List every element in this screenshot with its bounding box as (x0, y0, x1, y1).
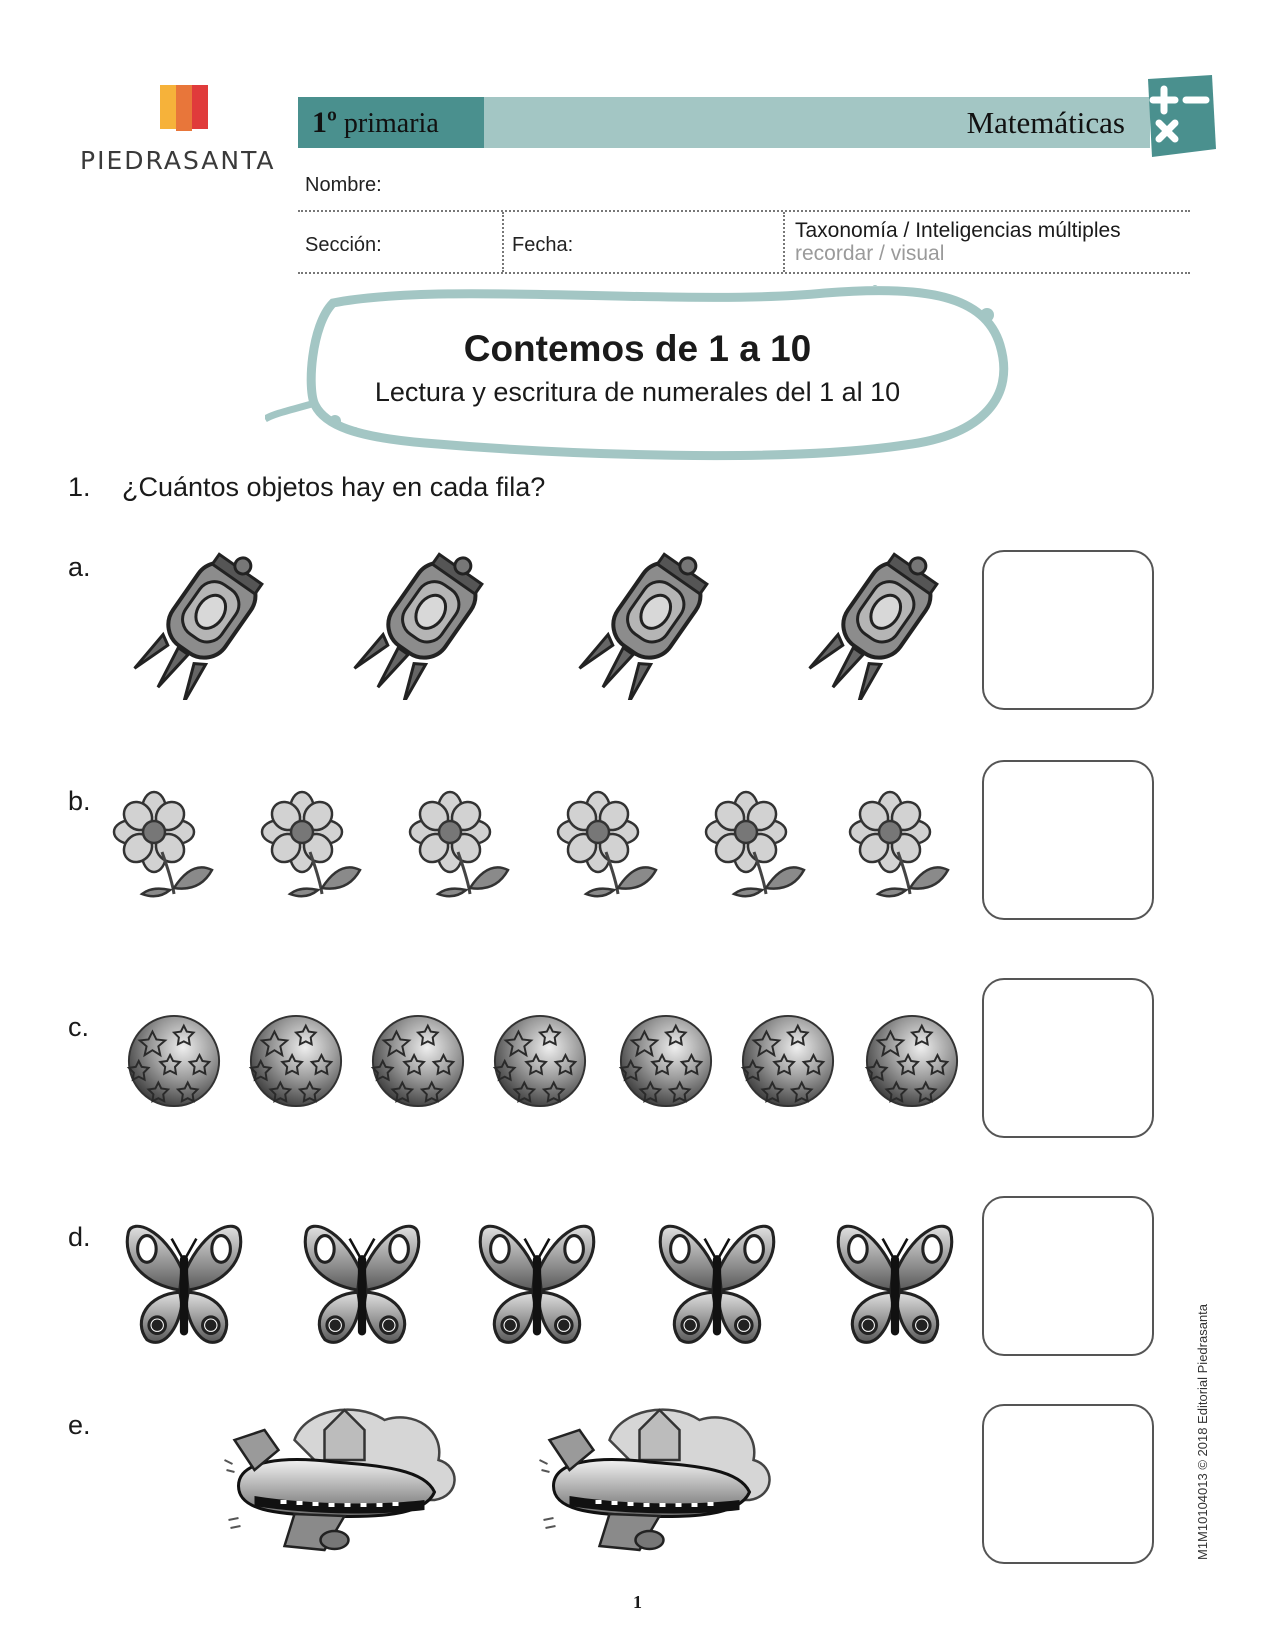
taxonomy-block (795, 219, 1121, 265)
flower-icon (112, 790, 222, 900)
ball-icon (739, 1012, 837, 1110)
divider-line (298, 272, 1190, 274)
worksheet-title: Contemos de 1 a 10 (463, 328, 812, 369)
logo-book-icon (158, 83, 210, 135)
row-letter-c: c. (68, 1012, 90, 1042)
row-letter-b: b. (68, 786, 91, 816)
airplane-icon (537, 1400, 782, 1560)
rocket-icon (335, 550, 495, 700)
section-field[interactable] (390, 220, 500, 264)
divider-line (298, 210, 1190, 212)
flower-icon (556, 790, 666, 900)
rocket-icon (560, 550, 720, 700)
row-letter-a: a. (68, 552, 91, 582)
divider-line (502, 212, 504, 272)
ball-icon (491, 1012, 589, 1110)
title-bubble (265, 285, 1020, 467)
grade-label (298, 97, 484, 148)
ball-icon (247, 1012, 345, 1110)
ball-icon (863, 1012, 961, 1110)
question-text: ¿Cuántos objetos hay en cada fila? (122, 472, 546, 502)
butterfly-icon (300, 1218, 424, 1352)
grade-number: 1º (312, 106, 337, 139)
date-field-label: Fecha: (512, 234, 574, 256)
name-field[interactable] (400, 170, 1190, 206)
answer-box-d[interactable] (982, 1196, 1154, 1356)
flower-icon (260, 790, 370, 900)
butterfly-icon (475, 1218, 599, 1352)
ball-icon (125, 1012, 223, 1110)
divider-line (783, 212, 785, 272)
butterfly-icon (655, 1218, 779, 1352)
taxonomy-label: Taxonomía / Inteligencias múltiples (795, 219, 1121, 242)
butterfly-icon (833, 1218, 957, 1352)
section-field-label: Sección: (305, 234, 382, 256)
copyright-note: M1M10104013 © 2018 Editorial Piedrasanta (1195, 1303, 1210, 1560)
math-operations-icon (1142, 75, 1218, 159)
ball-icon (369, 1012, 467, 1110)
row-letter-d: d. (68, 1222, 91, 1252)
flower-icon (848, 790, 958, 900)
subject-title: Matemáticas (966, 105, 1125, 140)
publisher-logo-text: PIEDRASANTA (80, 146, 276, 175)
airplane-icon (222, 1400, 467, 1560)
flower-icon (704, 790, 814, 900)
question-number: 1. (68, 472, 91, 502)
worksheet-subtitle: Lectura y escritura de numerales del 1 al 10 (374, 377, 901, 407)
grade-level: primaria (343, 108, 439, 139)
answer-box-b[interactable] (982, 760, 1154, 920)
name-field-label: Nombre: (305, 174, 382, 196)
row-letter-e: e. (68, 1410, 91, 1440)
taxonomy-value: recordar / visual (795, 242, 945, 265)
answer-box-e[interactable] (982, 1404, 1154, 1564)
rocket-icon (115, 550, 275, 700)
butterfly-icon (122, 1218, 246, 1352)
answer-box-a[interactable] (982, 550, 1154, 710)
page-number: 1 (633, 1592, 642, 1612)
answer-box-c[interactable] (982, 978, 1154, 1138)
date-field[interactable] (580, 220, 780, 264)
rocket-icon (790, 550, 950, 700)
ball-icon (617, 1012, 715, 1110)
flower-icon (408, 790, 518, 900)
